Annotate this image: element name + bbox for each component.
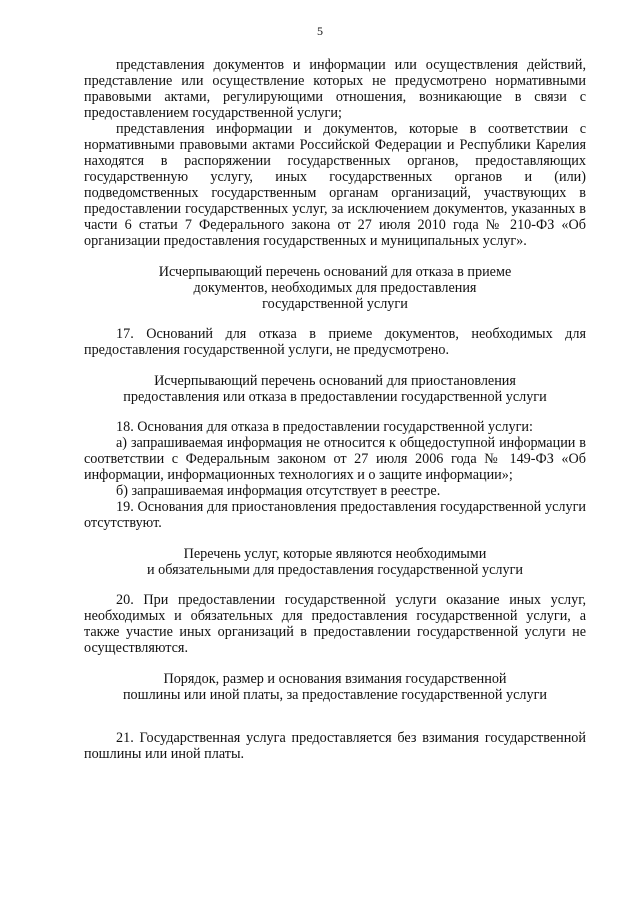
- heading-required-services: [84, 546, 586, 578]
- paragraph-20: 20. При предоставлении государственной услуги оказание иных услуг, необходимых и обязательных для предоставления государственной услуги, а также участие иных организаций в предоставлении государственной услуги не осуществляются.: [84, 592, 586, 656]
- paragraph-17: 17. Оснований для отказа в приеме документов, необходимых для предоставления государственной услуги, не предусмотрено.: [84, 326, 586, 358]
- document-body: [84, 57, 586, 762]
- heading-line: государственной услуги: [262, 296, 408, 312]
- paragraph-18b: б) запрашиваемая информация отсутствует в реестре.: [116, 483, 441, 499]
- paragraph-18a: а) запрашиваемая информация не относится к общедоступной информации в соответствии с Федеральным законом от 27 июля 2006 года № 149-ФЗ «Об информации, информационных технологиях и о защите информации»;: [84, 435, 586, 483]
- paragraph-19: 19. Основания для приостановления предоставления государственной услуги отсутствуют.: [84, 499, 586, 531]
- heading-line: Исчерпывающий перечень оснований для приостановления: [154, 373, 516, 389]
- heading-suspension-refusal: [84, 373, 586, 405]
- paragraph-documents-restriction: представления документов и информации или осуществления действий, представление или осуществление которых не предусмотрено нормативными правовыми актами, регулирующими отношения, возникающие в связи с предоставлением государственной услуги;: [84, 57, 586, 121]
- heading-line: Исчерпывающий перечень оснований для отказа в приеме: [158, 264, 512, 280]
- heading-line: предоставления или отказа в предоставлении государственной услуги: [123, 389, 547, 405]
- heading-line: пошлины или иной платы, за предоставление государственной услуги: [122, 687, 548, 703]
- paragraph-information-restriction: представления информации и документов, которые в соответствии с нормативными правовыми актами Российской Федерации и Республики Карелия находятся в распоряжении государственных органов, предоставляющих государственную услугу, иных государственных органов и (или) подведомственных государственным органам организаций, участвующих в предоставлении государственных услуг, за исключением документов, указанных в части 6 статьи 7 Федерального закона от 27 июля 2010 года № 210-ФЗ «Об организации предоставления государственных и муниципальных услуг».: [84, 121, 586, 249]
- paragraph-18: 18. Основания для отказа в предоставлении государственной услуги:: [116, 419, 533, 435]
- heading-line: Перечень услуг, которые являются необходимыми: [183, 546, 487, 562]
- heading-line: документов, необходимых для предоставления: [193, 280, 477, 296]
- heading-fee-procedure: [84, 671, 586, 703]
- heading-refusal-acceptance: [84, 264, 586, 312]
- paragraph-21: 21. Государственная услуга предоставляется без взимания государственной пошлины или иной платы.: [84, 730, 586, 762]
- heading-line: Порядок, размер и основания взимания государственной: [163, 671, 507, 687]
- heading-line: и обязательными для предоставления государственной услуги: [146, 562, 524, 578]
- page-number: 5: [317, 24, 323, 38]
